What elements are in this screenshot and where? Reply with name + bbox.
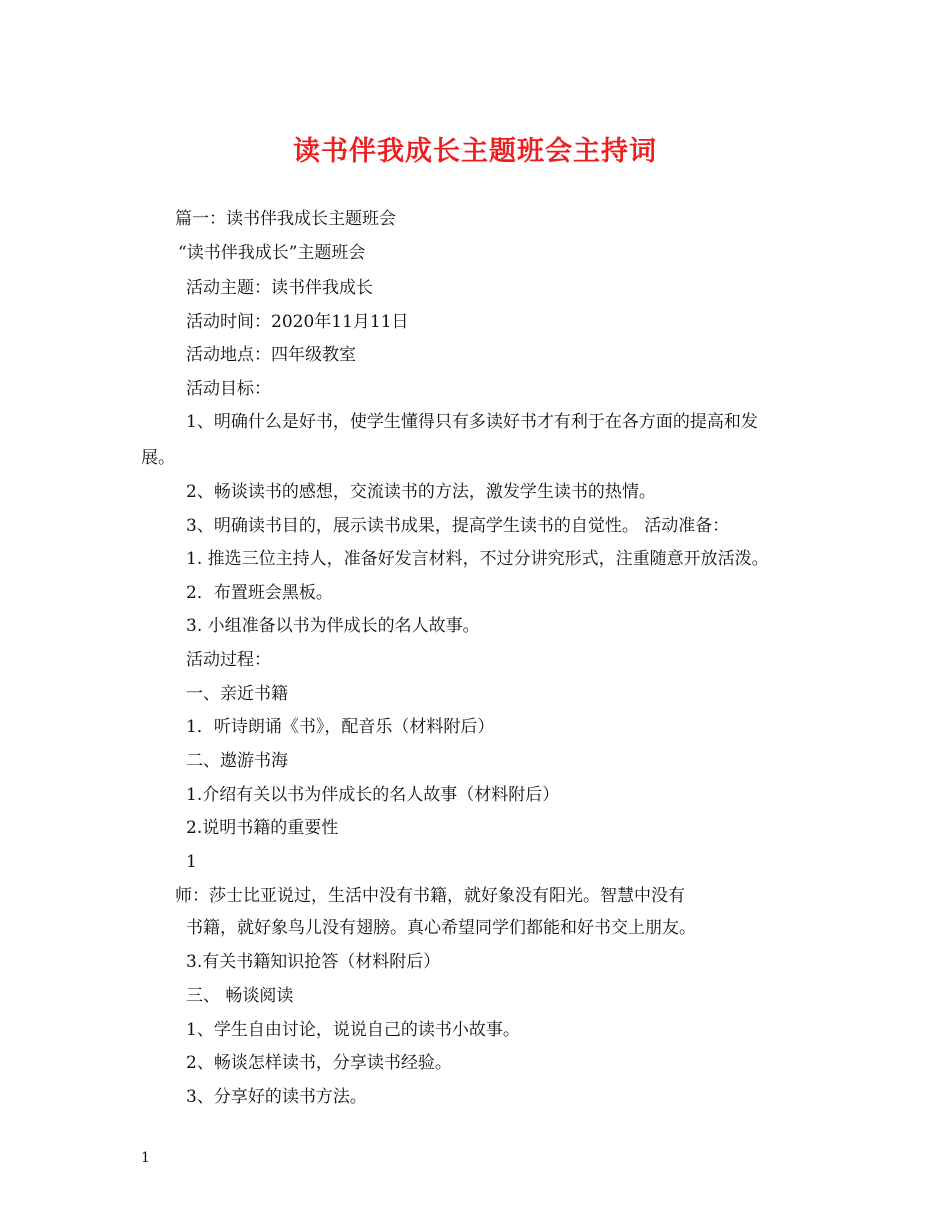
document-title: 读书伴我成长主题班会主持词 bbox=[293, 136, 657, 167]
part-1-item-1: 1．听诗朗诵《书》，配音乐（材料附后） bbox=[186, 717, 495, 737]
prep-3: 3. 小组准备以书为伴成长的名人故事。 bbox=[186, 616, 480, 636]
activity-goals-heading: 活动目标： bbox=[186, 379, 271, 399]
part-3-item-3: 3、分享好的读书方法。 bbox=[186, 1087, 367, 1107]
prep-1: 1. 推选三位主持人，准备好发言材料，不过分讲究形式，注重随意开放活泼。 bbox=[186, 549, 769, 569]
part-2-heading: 二、遨游书海 bbox=[186, 751, 288, 771]
teacher-quote-line-1: 师：莎士比亚说过，生活中没有书籍，就好象没有阳光。智慧中没有 bbox=[175, 886, 685, 906]
part-3-heading: 三、 畅谈阅读 bbox=[186, 986, 294, 1006]
goal-1-continuation: 展。 bbox=[141, 448, 175, 468]
section-heading: 篇一：读书伴我成长主题班会 bbox=[175, 209, 396, 229]
activity-location: 活动地点：四年级教室 bbox=[186, 345, 356, 365]
goal-2: 2、畅谈读书的感想，交流读书的方法，激发学生读书的热情。 bbox=[186, 482, 656, 502]
part-3-item-1: 1、学生自由讨论，说说自己的读书小故事。 bbox=[186, 1020, 520, 1040]
teacher-quote-line-2: 书籍，就好象鸟儿没有翅膀。真心希望同学们都能和好书交上朋友。 bbox=[186, 918, 696, 938]
meeting-title: “读书伴我成长”主题班会 bbox=[178, 243, 366, 263]
goal-1: 1、明确什么是好书，使学生懂得只有多读好书才有利于在各方面的提高和发 bbox=[186, 412, 758, 432]
part-3-item-2: 2、畅谈怎样读书，分享读书经验。 bbox=[186, 1053, 452, 1073]
part-2-item-2: 2.说明书籍的重要性 bbox=[186, 818, 339, 838]
page-number: 1 bbox=[141, 1150, 150, 1166]
activity-time: 活动时间：2020年11月11日 bbox=[186, 312, 409, 332]
part-1-heading: 一、亲近书籍 bbox=[186, 684, 288, 704]
activity-process-heading: 活动过程： bbox=[186, 650, 271, 670]
prep-2: 2．布置班会黑板。 bbox=[186, 583, 333, 603]
part-2-item-1: 1.介绍有关以书为伴成长的名人故事（材料附后） bbox=[186, 785, 560, 805]
part-2-item-3: 3.有关书籍知识抢答（材料附后） bbox=[186, 952, 441, 972]
activity-theme: 活动主题：读书伴我成长 bbox=[186, 278, 373, 298]
inline-number: 1 bbox=[186, 852, 197, 872]
goal-3: 3、明确读书目的，展示读书成果，提高学生读书的自觉性。 活动准备： bbox=[186, 516, 730, 536]
